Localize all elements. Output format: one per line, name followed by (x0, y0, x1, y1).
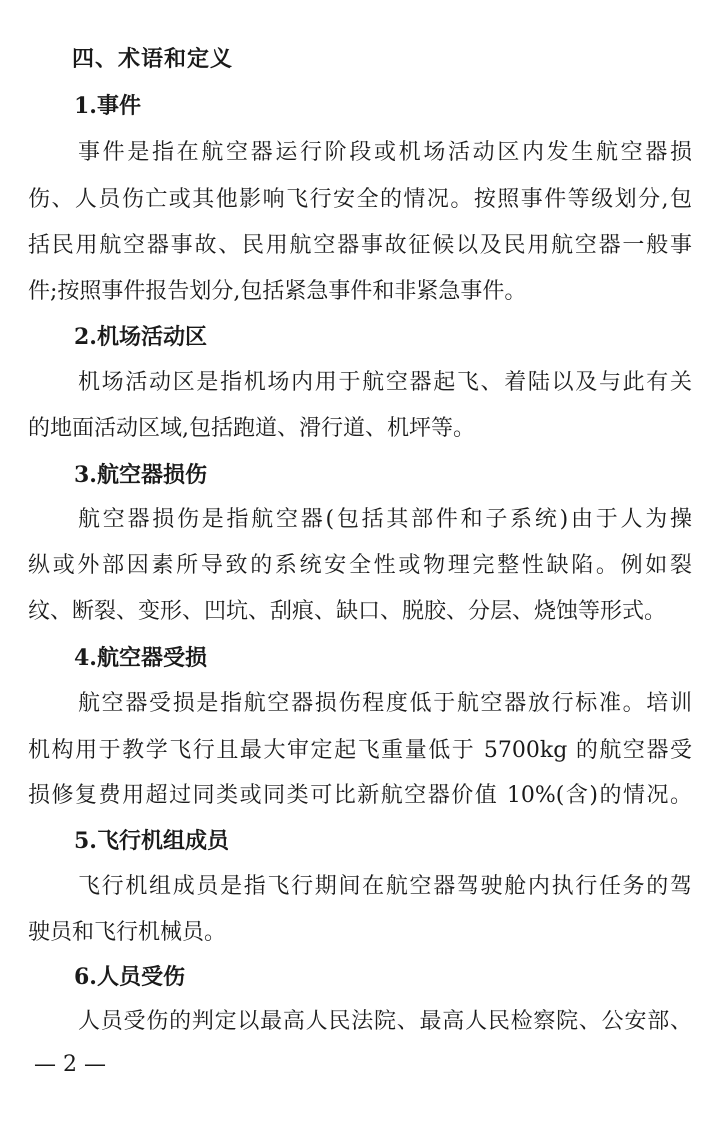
paragraph-line: 纵或外部因素所导致的系统安全性或物理完整性缺陷。例如裂 (28, 553, 692, 578)
paragraph-line: 航空器受损是指航空器损伤程度低于航空器放行标准。培训 (78, 691, 692, 716)
paragraph-line: 航空器损伤是指航空器(包括其部件和子系统)由于人为操 (78, 507, 692, 532)
term-heading-flight-crew-member: 5.飞行机组成员 (74, 828, 229, 854)
paragraph-line: 飞行机组成员是指飞行期间在航空器驾驶舱内执行任务的驾 (78, 874, 692, 899)
paragraph-line: 驶员和飞行机械员。 (28, 920, 227, 945)
paragraph-line: 括民用航空器事故、民用航空器事故征候以及民用航空器一般事 (28, 233, 692, 258)
term-heading-aircraft-damage: 3.航空器损伤 (74, 462, 207, 488)
paragraph-line: 损修复费用超过同类或同类可比新航空器价值 10%(含)的情况。 (28, 783, 692, 808)
paragraph-line: 事件是指在航空器运行阶段或机场活动区内发生航空器损 (78, 140, 692, 165)
paragraph-line: 机构用于教学飞行且最大审定起飞重量低于 5700kg 的航空器受 (28, 738, 692, 763)
section-title: 四、术语和定义 (72, 46, 234, 72)
paragraph-line: 人员受伤的判定以最高人民法院、最高人民检察院、公安部、 (78, 1009, 692, 1034)
paragraph-line: 的地面活动区域,包括跑道、滑行道、机坪等。 (28, 416, 475, 441)
paragraph-line: 件;按照事件报告划分,包括紧急事件和非紧急事件。 (28, 279, 527, 304)
paragraph-line: 伤、人员伤亡或其他影响飞行安全的情况。按照事件等级划分,包 (28, 187, 692, 212)
term-heading-aircraft-damaged: 4.航空器受损 (74, 645, 207, 671)
page-number: — 2 — (34, 1052, 106, 1077)
paragraph-line: 机场活动区是指机场内用于航空器起飞、着陆以及与此有关 (78, 370, 692, 395)
term-heading-airport-movement-area: 2.机场活动区 (74, 324, 207, 350)
term-heading-personnel-injury: 6.人员受伤 (74, 964, 185, 990)
paragraph-line: 纹、断裂、变形、凹坑、刮痕、缺口、脱胶、分层、烧蚀等形式。 (28, 599, 667, 624)
term-heading-event: 1.事件 (74, 93, 141, 119)
